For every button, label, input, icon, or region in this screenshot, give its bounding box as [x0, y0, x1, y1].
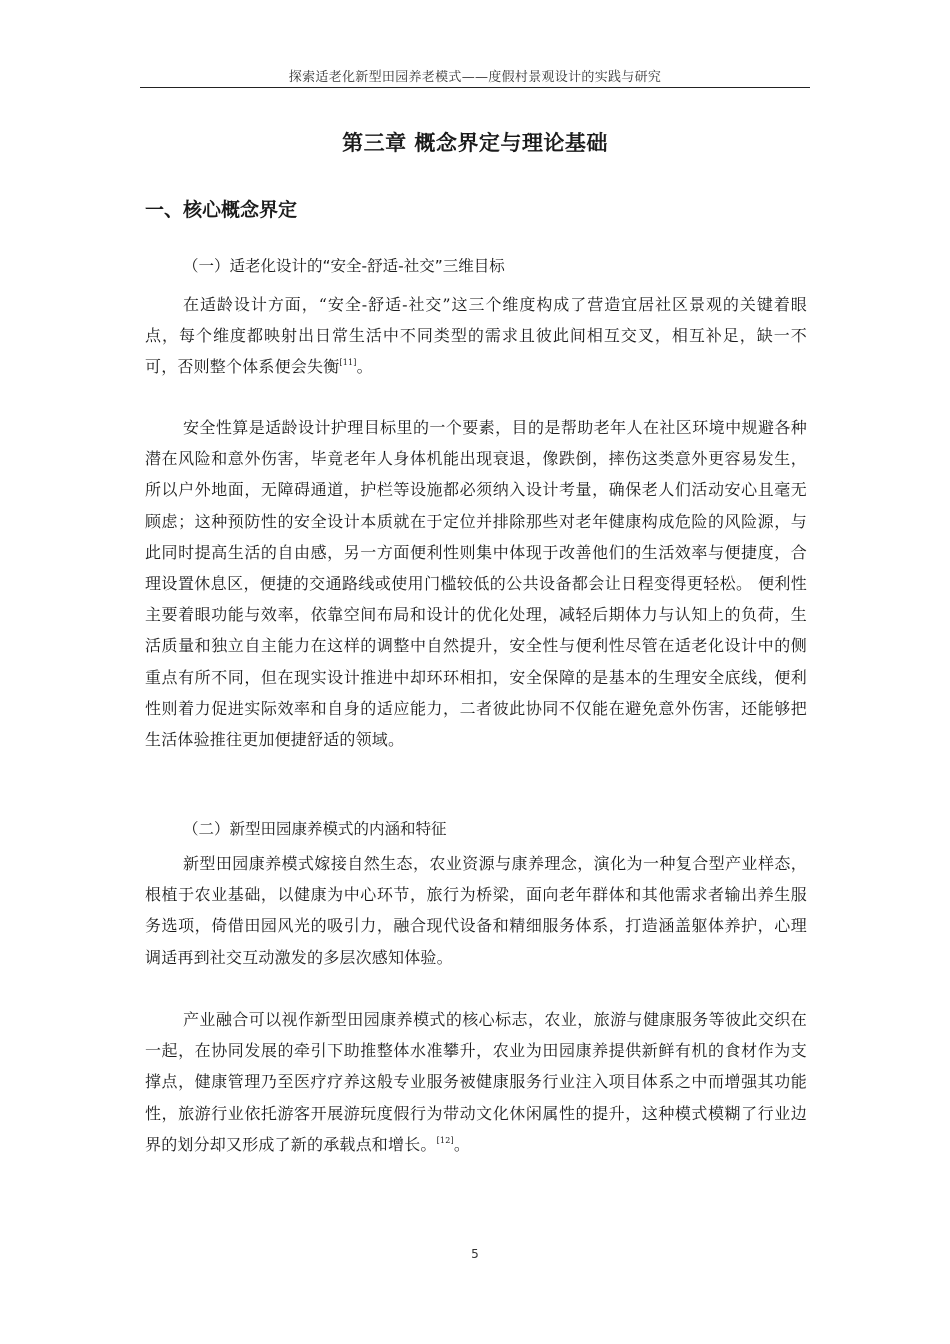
running-header: 探索适老化新型田园养老模式——度假村景观设计的实践与研究	[288, 70, 662, 85]
subsection-title-2: （二）新型田园康养模式的内涵和特征	[183, 820, 447, 838]
paragraph	[145, 289, 807, 383]
header-rule	[140, 87, 810, 88]
citation-ref: [12]	[436, 1135, 454, 1145]
paragraph-text: 新型田园康养模式嫁接自然生态，农业资源与康养理念，演化为一种复合型产业样态，根植于农业基础，以健康为中心环节，旅行为桥梁，面向老年群体和其他需求者输出养生服务选项，倚借田园风光的吸引力，融合现代设备和精细服务体系，打造涵盖躯体养护，心理调适再到社交互动激发的多层次感知体验。	[145, 854, 807, 967]
paragraph-text: 产业融合可以视作新型田园康养模式的核心标志，农业，旅游与健康服务等彼此交织在一起，在协同发展的牵引下助推整体水准攀升，农业为田园康养提供新鲜有机的食材作为支撑点，健康管理乃至医疗疗养这般专业服务被健康服务行业注入项目体系之中而增强其功能性，旅游行业依托游客开展游玩度假行为带动文化休闲属性的提升，这种模式模糊了行业边界的划分却又形成了新的承载点和增长。	[145, 1010, 807, 1154]
page-number: 5	[471, 1247, 479, 1261]
chapter-title: 第三章 概念界定与理论基础	[342, 131, 608, 155]
paragraph	[145, 1004, 807, 1160]
paragraph-tail: 。	[356, 357, 373, 377]
paragraph-text: 在适龄设计方面，“安全-舒适-社交”这三个维度构成了营造宜居社区景观的关键着眼点，每个维度都映射出日常生活中不同类型的需求且彼此间相互交叉，相互补足，缺一不可，否则整个体系便会失衡	[145, 295, 807, 377]
paragraph	[145, 412, 807, 755]
paragraph	[145, 848, 807, 973]
paragraph-tail: 。	[453, 1134, 471, 1154]
paragraph-text: 安全性算是适龄设计护理目标里的一个要素，目的是帮助老年人在社区环境中规避各种潜在风险和意外伤害，毕竟老年人身体机能出现衰退，像跌倒，摔伤这类意外更容易发生，所以户外地面，无障碍通道，护栏等设施都必须纳入设计考量，确保老人们活动安心且毫无顾虑；这种预防性的安全设计本质就在于定位并排除那些对老年健康构成危险的风险源，与此同时提高生活的自由感，另一方面便利性则集中体现于改善他们的生活效率与便捷度，合理设置休息区，便捷的交通路线或使用门槛较低的公共设备都会让日程变得更轻松。 便利性主要着眼功能与效率，依靠空间布局和设计的优化处理，减轻后期体力与认知上的负荷，生活质量和独立自主能力在这样的调整中自然提升，安全性与便利性尽管在适老化设计中的侧重点有所不同，但在现实设计推进中却环环相扣，安全保障的是基本的生理安全底线，便利性则着力促进实际效率和自身的适应能力，二者彼此协同不仅能在避免意外伤害，还能够把生活体验推往更加便捷舒适的领域。	[145, 418, 807, 750]
subsection-title-1: （一）适老化设计的“安全-舒适-社交”三维目标	[183, 257, 505, 275]
section-title: 一、核心概念界定	[145, 199, 298, 221]
citation-ref: [11]	[339, 358, 357, 368]
